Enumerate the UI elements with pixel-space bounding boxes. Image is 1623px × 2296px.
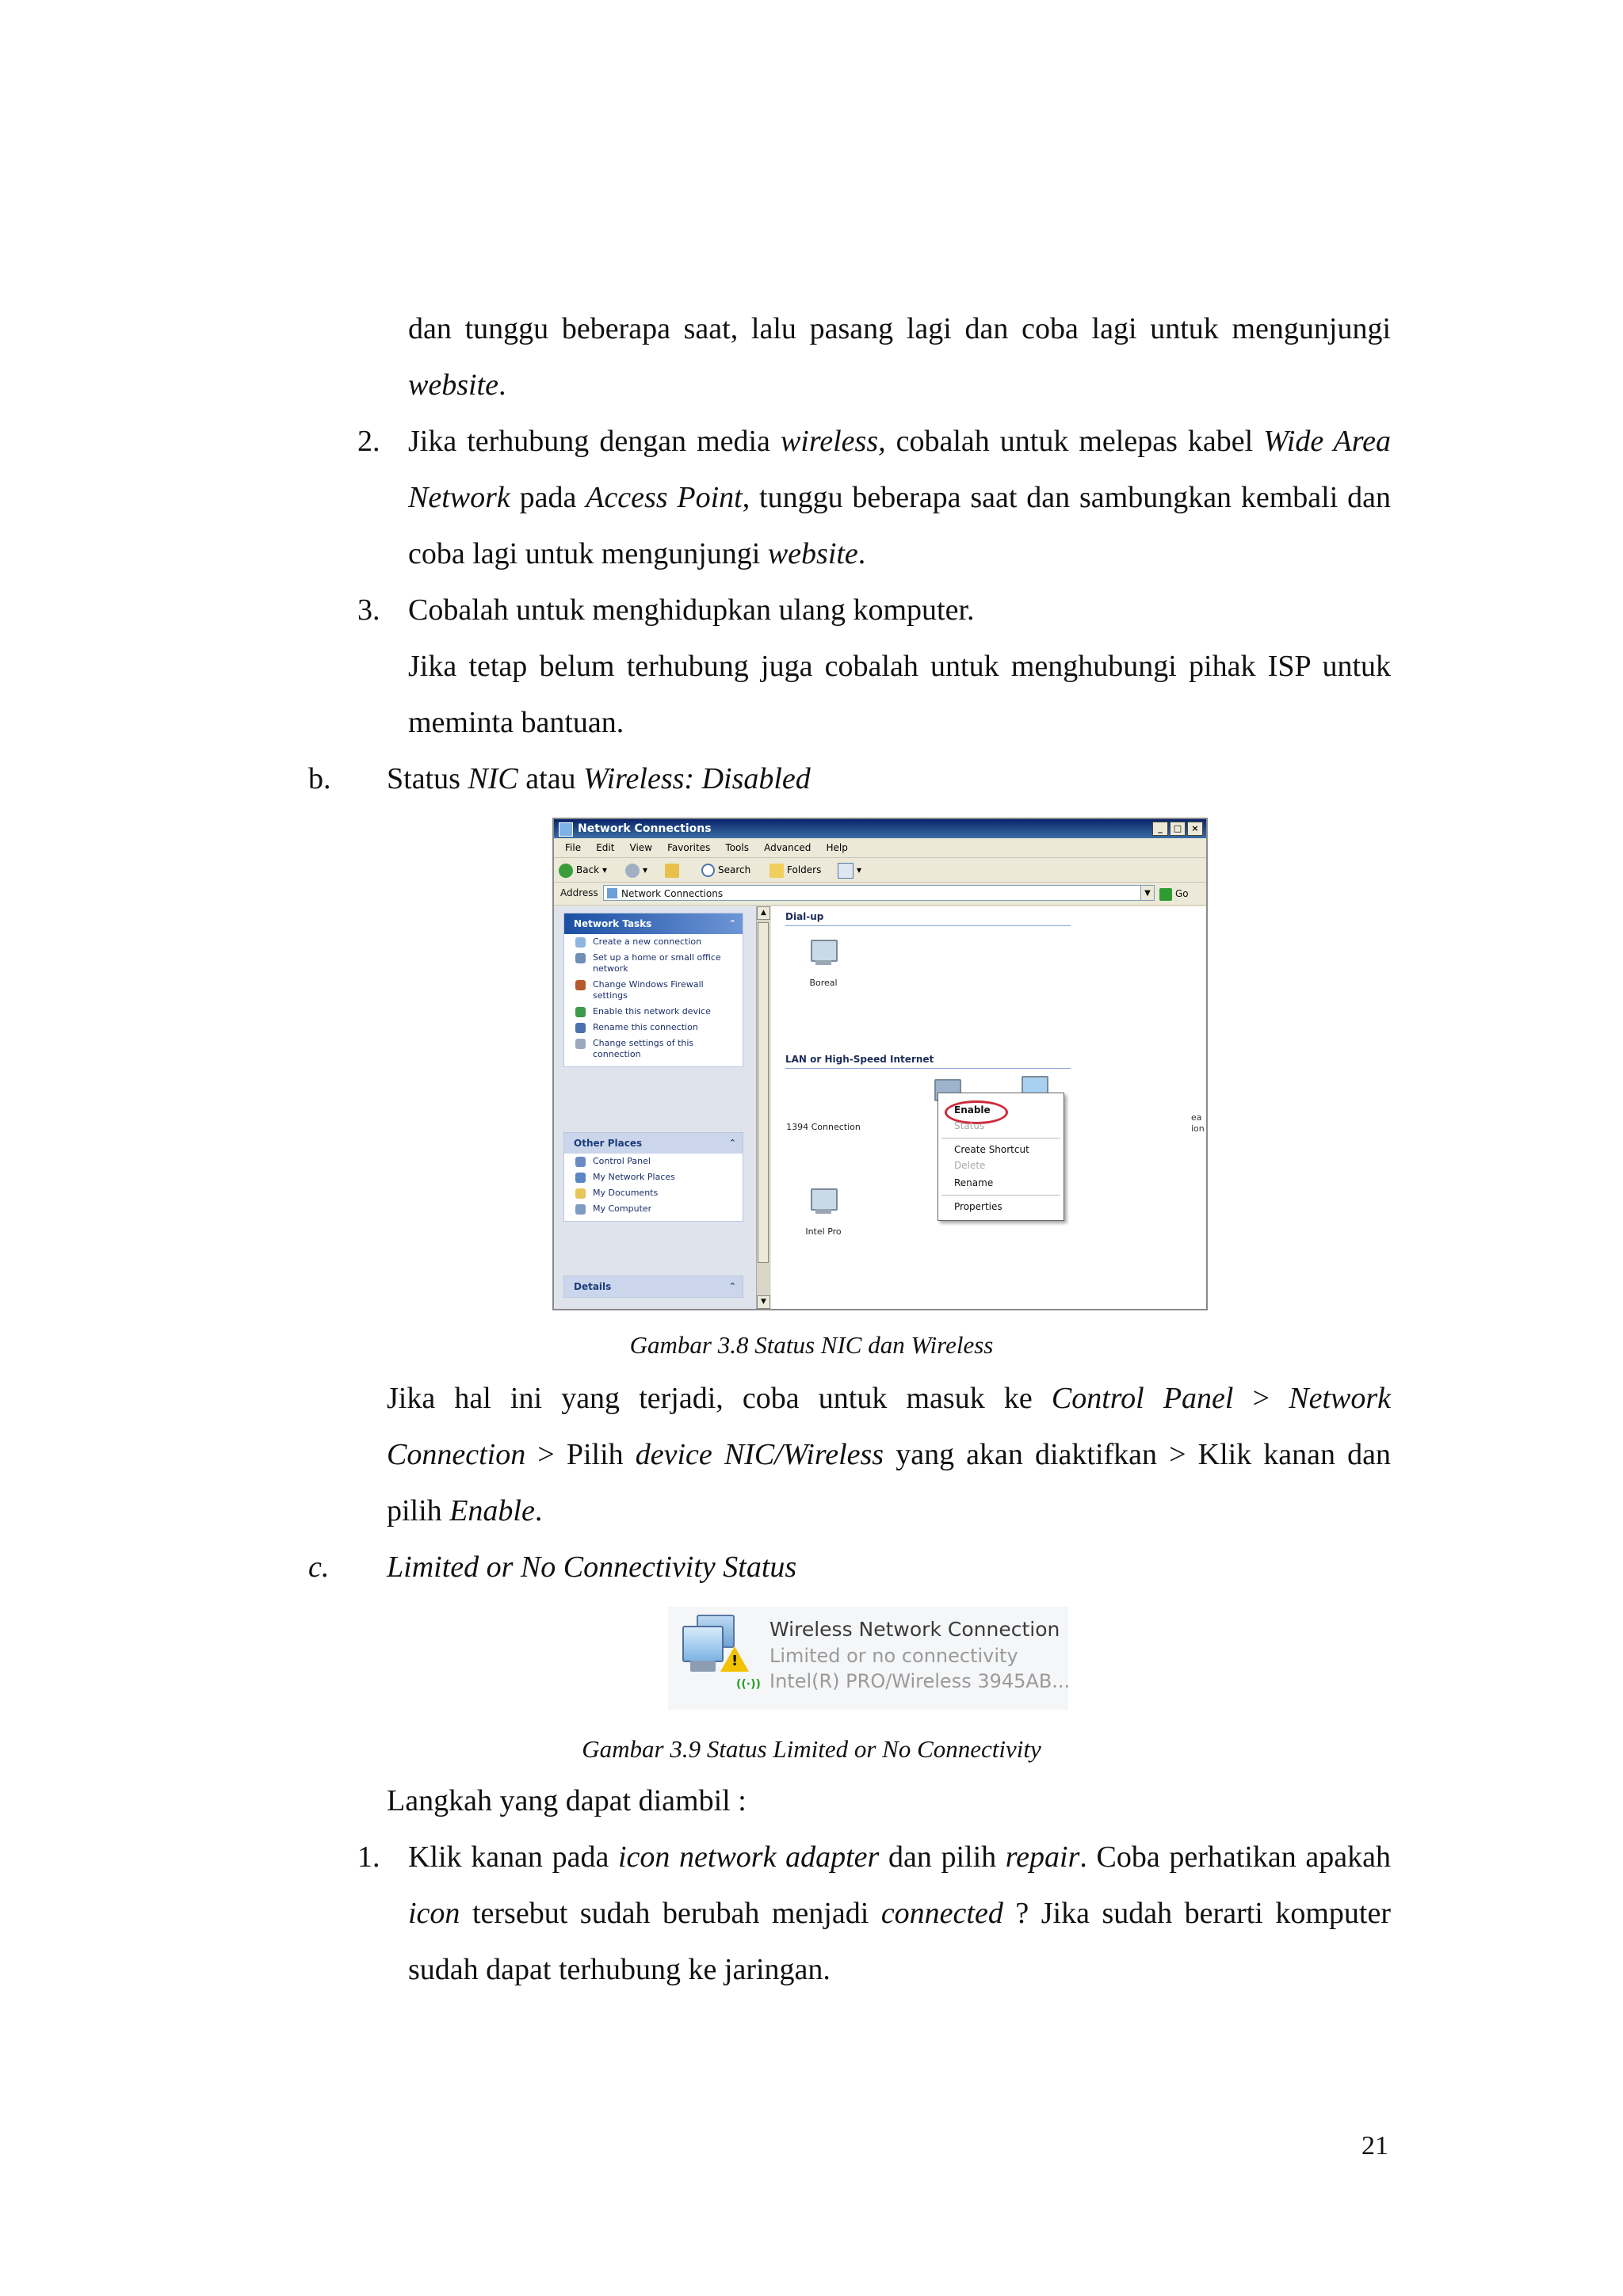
list-item-2 (408, 414, 1391, 582)
firewall-icon (575, 980, 586, 990)
menu-tools[interactable]: Tools (725, 842, 749, 853)
search-icon (701, 864, 715, 877)
italic-text: wireless, (780, 425, 886, 458)
up-folder-icon (665, 864, 679, 878)
place-my-network-places[interactable]: My Network Places (564, 1169, 743, 1185)
text-run: . Coba perhatikan apakah (1079, 1840, 1391, 1874)
settings-icon (575, 1039, 586, 1049)
wireless-status-screenshot (668, 1607, 1071, 1710)
menu-separator (941, 1195, 1060, 1196)
italic-text: repair (1005, 1840, 1080, 1874)
italic-text: Access Point (586, 481, 743, 514)
network-tasks-panel (563, 913, 743, 1067)
italic-text: Wide Area Network (408, 425, 1391, 514)
place-control-panel[interactable]: Control Panel (564, 1154, 743, 1169)
menu-status: Status (954, 1120, 985, 1131)
list-number: 2. (357, 425, 380, 458)
search-button[interactable]: Search (701, 862, 750, 878)
rename-icon (575, 1023, 586, 1033)
text-run: . (857, 537, 866, 570)
text-run: > (1233, 1382, 1289, 1415)
new-connection-icon (575, 937, 586, 948)
list-number: 1. (357, 1840, 380, 1874)
menu-delete: Delete (954, 1160, 986, 1171)
collapse-icon: ⌃ (728, 1281, 736, 1291)
list-item-3 (408, 582, 1391, 639)
list-number: 3. (357, 593, 380, 627)
maximize-button[interactable]: □ (1170, 822, 1186, 836)
back-arrow-icon (559, 864, 573, 878)
menu-file[interactable]: File (565, 842, 582, 853)
italic-text: website (767, 537, 858, 570)
menu-favorites[interactable]: Favorites (667, 842, 711, 853)
connection-1394[interactable]: 1394 Connection (786, 1122, 861, 1132)
menu-advanced[interactable]: Advanced (764, 842, 812, 853)
details-panel (563, 1276, 743, 1298)
text-run: Klik kanan pada (408, 1840, 618, 1874)
partial-label: ea (1191, 1112, 1202, 1123)
wireless-adapter-name: Intel(R) PRO/Wireless 3945AB... (769, 1670, 1071, 1692)
task-change-settings[interactable]: Change settings of this connection (564, 1035, 743, 1066)
menu-edit[interactable]: Edit (596, 842, 615, 853)
text-run: , tunggu beberapa saat dan sambungkan kembali dan coba lagi untuk mengunjungi (408, 481, 1391, 570)
address-dropdown[interactable]: ▼ (1140, 885, 1155, 901)
minimize-button[interactable]: _ (1152, 822, 1168, 836)
window-controls (1152, 822, 1203, 836)
other-places-header[interactable]: Other Places ⌃ (564, 1133, 743, 1154)
place-my-documents[interactable]: My Documents (564, 1185, 743, 1201)
address-input[interactable]: Network Connections (603, 885, 1142, 901)
menu-help[interactable]: Help (826, 842, 848, 853)
network-tasks-header[interactable]: Network Tasks ⌃ (564, 913, 743, 934)
task-create-connection[interactable]: Create a new connection (564, 934, 743, 950)
text-run: . (534, 1494, 543, 1527)
dialup-connection-icon[interactable] (806, 936, 841, 971)
text-run: cobalah untuk melepas kabel (885, 425, 1264, 458)
figure-3-9-caption: Gambar 3.9 Status Limited or No Connectivity (582, 1735, 1041, 1763)
intel-pro-icon[interactable] (806, 1185, 841, 1220)
wireless-connection-title: Wireless Network Connection (769, 1618, 1060, 1641)
connections-list (771, 906, 1206, 1309)
computer-icon (575, 1204, 586, 1215)
connection-boreal[interactable]: Boreal (809, 978, 838, 988)
section-c-marker: c. (308, 1550, 330, 1584)
task-home-network[interactable]: Set up a home or small office network (564, 950, 743, 977)
menu-rename[interactable]: Rename (954, 1177, 994, 1188)
collapse-icon: ⌃ (728, 1138, 736, 1148)
menu-bar (554, 838, 1206, 858)
folders-icon (769, 864, 784, 878)
documents-icon (575, 1188, 586, 1199)
italic-text: icon (408, 1897, 460, 1930)
scroll-down-arrow[interactable]: ▼ (757, 1295, 770, 1309)
task-firewall[interactable]: Change Windows Firewall settings (564, 977, 743, 1004)
place-my-computer[interactable]: My Computer (564, 1201, 743, 1221)
folders-button[interactable]: Folders (769, 862, 821, 878)
views-button[interactable]: ▾ (838, 862, 861, 879)
group-lan: LAN or High-Speed Internet (785, 1054, 1102, 1065)
enable-instructions (387, 1371, 1391, 1539)
menu-create-shortcut[interactable]: Create Shortcut (954, 1144, 1029, 1155)
task-pane (554, 906, 756, 1309)
partial-label: ion (1191, 1123, 1205, 1134)
text-run: yang akan diaktifkan > Klik kanan dan pilih (387, 1438, 1391, 1527)
address-bar (554, 883, 1206, 906)
network-folder-icon (607, 888, 617, 898)
forward-button[interactable]: ▾ (625, 862, 647, 878)
network-connections-screenshot (552, 818, 1208, 1310)
text-run: pada (510, 481, 586, 514)
network-places-icon (575, 1173, 586, 1183)
isp-paragraph: Jika tetap belum terhubung juga cobalah untuk menghubungi pihak ISP untuk meminta bantuan. (408, 650, 1391, 739)
forward-arrow-icon (625, 864, 640, 878)
text-run: ? Jika sudah berarti komputer sudah dapat terhubung ke jaringan. (408, 1897, 1391, 1986)
italic-text: Control Panel (1051, 1382, 1234, 1415)
figure-3-8-caption: Gambar 3.8 Status NIC dan Wireless (629, 1331, 994, 1359)
text-run: > Pilih (525, 1438, 636, 1471)
page-number: 21 (1361, 2131, 1388, 2161)
menu-view[interactable]: View (629, 842, 653, 853)
address-label: Address (560, 887, 598, 898)
control-panel-icon (575, 1157, 586, 1167)
italic-text: icon network adapter (617, 1840, 880, 1874)
text-run: Cobalah untuk menghidupkan ulang komputer. (408, 593, 975, 627)
context-menu (938, 1093, 1064, 1221)
wireless-signal-icon: ((·)) (736, 1678, 761, 1691)
connection-intel-pro[interactable]: Intel Pro (805, 1226, 842, 1237)
task-rename[interactable]: Rename this connection (564, 1020, 743, 1035)
menu-properties[interactable]: Properties (954, 1201, 1002, 1212)
go-button[interactable]: Go (1159, 887, 1189, 901)
go-arrow-icon (1159, 888, 1172, 901)
italic-text: Network Connection (387, 1382, 1391, 1471)
home-network-icon (575, 953, 586, 963)
menu-enable[interactable]: Enable (954, 1104, 991, 1116)
continuation-paragraph: dan tunggu beberapa saat, lalu pasang lagi dan coba lagi untuk mengunjungi website. (408, 312, 1391, 402)
italic-text: Enable (449, 1494, 535, 1527)
section-c-heading: Limited or No Connectivity Status (387, 1550, 797, 1584)
collapse-icon: ⌃ (728, 918, 736, 929)
enable-device-icon (575, 1007, 586, 1017)
back-button[interactable]: Back ▾ (559, 862, 607, 878)
scroll-thumb[interactable] (758, 922, 769, 1263)
toolbar (554, 858, 1206, 883)
text-run: tersebut sudah berubah menjadi (460, 1897, 881, 1930)
views-icon (838, 863, 854, 879)
details-header[interactable]: Details ⌃ (564, 1276, 743, 1297)
window-title: Network Connections (578, 822, 712, 835)
up-folder-button[interactable] (665, 862, 682, 878)
step-1 (408, 1829, 1391, 1998)
section-b-marker: b. (308, 762, 331, 795)
text-run: Jika terhubung dengan media (408, 425, 781, 458)
task-enable-device[interactable]: Enable this network device (564, 1004, 743, 1020)
other-places-panel (563, 1132, 743, 1222)
group-dialup: Dial-up (785, 911, 1102, 922)
text-run: dan pilih (879, 1840, 1006, 1874)
italic-text: connected (880, 1897, 1003, 1930)
task-pane-scrollbar[interactable] (756, 906, 770, 1309)
text-run: Jika hal ini yang terjadi, coba untuk masuk ke (387, 1382, 1052, 1415)
network-adapter-icon: ! ((·)) (679, 1615, 747, 1694)
italic-text: device NIC/Wireless (635, 1438, 884, 1471)
network-connections-icon (559, 822, 573, 837)
window-titlebar (554, 819, 1206, 838)
scroll-up-arrow[interactable]: ▲ (757, 906, 770, 920)
wireless-connection-status: Limited or no connectivity (769, 1645, 1018, 1667)
section-b-heading: Status NIC atau Wireless: Disabled (387, 762, 811, 795)
close-button[interactable]: × (1187, 822, 1203, 836)
steps-intro: Langkah yang dapat diambil : (387, 1784, 747, 1817)
